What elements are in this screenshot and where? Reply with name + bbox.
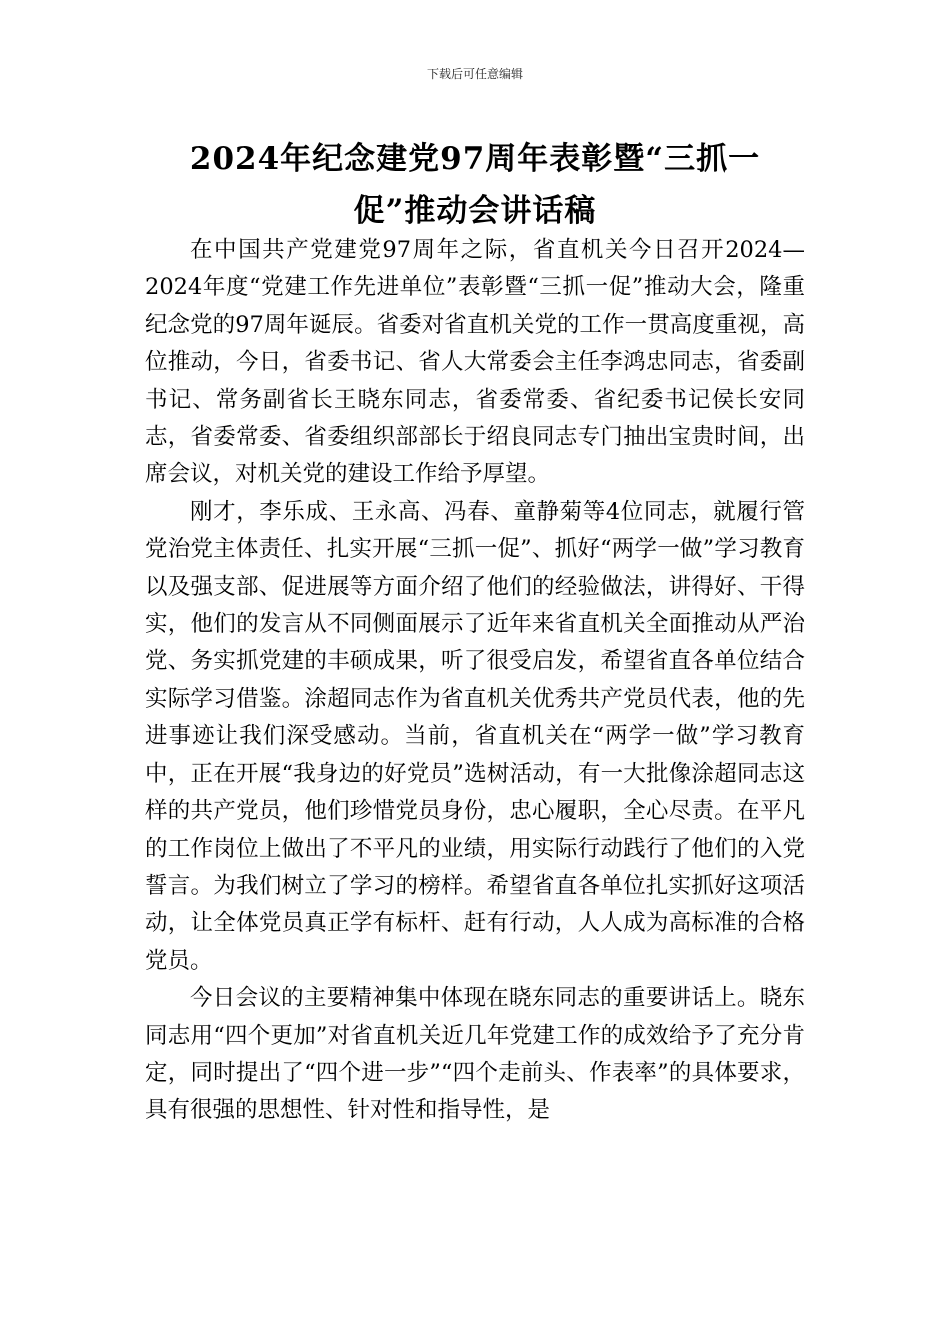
header-note: 下载后可任意编辑	[426, 67, 523, 81]
paragraph-3: 今日会议的主要精神集中体现在晓东同志的重要讲话上。晓东同志用“四个更加”对省直机关近几年党建工作的成效给予了充分肯定，同时提出了“四个进一步”“四个走前头、作表率”的具体要求，具有很强的思想性、针对性和指导性，是	[145, 985, 805, 1124]
document-title	[145, 133, 805, 237]
paragraph-1: 在中国共产党建党97周年之际，省直机关今日召开2024—2024年度“党建工作先进单位”表彰暨“三抓一促”推动大会，隆重纪念党的97周年诞辰。省委对省直机关党的工作一贯高度重视，高位推动，今日，省委书记、省人大常委会主任李鸿忠同志，省委副书记、常务副省长王晓东同志，省委常委、省纪委书记侯长安同志，省委常委、省委组织部部长于绍良同志专门抽出宝贵时间，出席会议，对机关党的建设工作给予厚望。	[145, 237, 805, 488]
paragraph-2: 刚才，李乐成、王永高、冯春、童静菊等4位同志，就履行管党治党主体责任、扎实开展“三抓一促”、抓好“两学一做”学习教育以及强支部、促进展等方面介绍了他们的经验做法，讲得好、干得实，他们的发言从不同侧面展示了近年来省直机关全面推动从严治党、务实抓党建的丰硕成果，听了很受启发，希望省直各单位结合实际学习借鉴。涂超同志作为省直机关优秀共产党员代表，他的先进事迹让我们深受感动。当前，省直机关在“两学一做”学习教育中，正在开展“我身边的好党员”选树活动，有一大批像涂超同志这样的共产党员，他们珍惜党员身份，忠心履职，全心尽责。在平凡的工作岗位上做出了不平凡的业绩，用实际行动践行了他们的入党誓言。为我们树立了学习的榜样。希望省直各单位扎实抓好这项活动，让全体党员真正学有标杆、赶有行动，人人成为高标准的合格党员。	[145, 498, 805, 974]
title-line-2: 促”推动会讲话稿	[353, 193, 597, 229]
document-body	[145, 232, 805, 1130]
title-line-1: 2024年纪念建党97周年表彰暨“三抓一	[189, 141, 761, 177]
